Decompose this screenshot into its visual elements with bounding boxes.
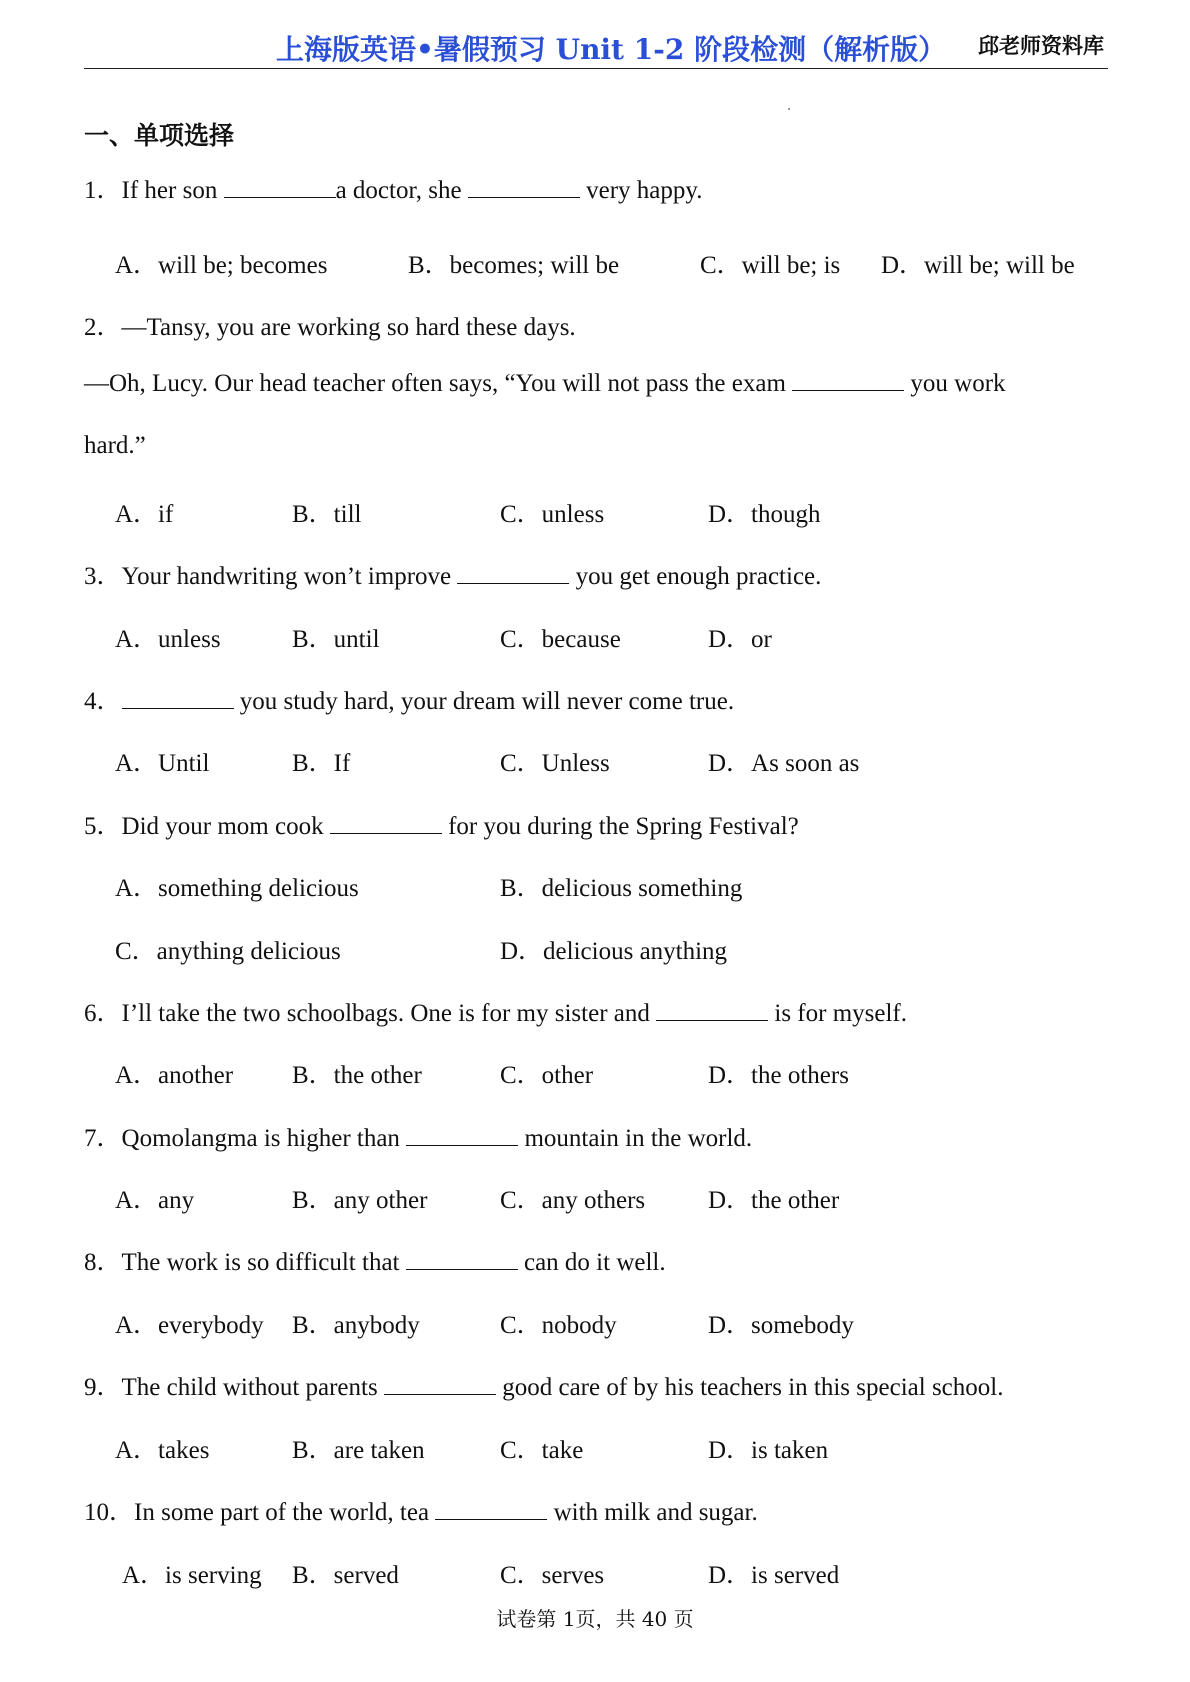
option-b: B．until bbox=[292, 626, 380, 653]
option-c: C．Unless bbox=[500, 750, 610, 777]
option-c: C．take bbox=[500, 1437, 584, 1464]
option-c: C．serves bbox=[500, 1562, 605, 1589]
option-b: B．the other bbox=[292, 1062, 422, 1089]
question-text: you get enough practice. bbox=[569, 563, 822, 590]
question-8 bbox=[84, 1242, 666, 1278]
question-text: —Oh, Lucy. Our head teacher often says, “You will not pass the exam bbox=[84, 370, 793, 397]
option-a: A．everybody bbox=[115, 1312, 264, 1339]
option-b: B．anybody bbox=[292, 1312, 420, 1339]
page-footer: 试卷第 1页，共 40 页 bbox=[496, 1607, 694, 1631]
question-text: Qomolangma is higher than bbox=[121, 1125, 407, 1152]
question-text: is for myself. bbox=[768, 1000, 907, 1027]
answer-blank bbox=[122, 688, 234, 709]
question-number: 2． bbox=[84, 314, 122, 341]
answer-blank bbox=[224, 177, 336, 198]
question-1 bbox=[84, 170, 703, 206]
question-number: 9． bbox=[84, 1374, 122, 1401]
question-9 bbox=[84, 1367, 1003, 1403]
option-c: C．nobody bbox=[500, 1312, 617, 1339]
option-c: C．other bbox=[500, 1062, 594, 1089]
question-7 bbox=[84, 1118, 752, 1154]
question-2-line-3 bbox=[84, 432, 146, 460]
question-number: 8． bbox=[84, 1249, 122, 1276]
option-d: D．the other bbox=[708, 1187, 840, 1214]
option-a: A．Until bbox=[115, 750, 210, 777]
option-a: A．is serving bbox=[122, 1562, 262, 1589]
answer-blank bbox=[468, 177, 580, 198]
question-text: you work bbox=[904, 370, 1006, 397]
option-b: B．till bbox=[292, 501, 362, 528]
question-number: 1． bbox=[84, 177, 122, 204]
page-header bbox=[84, 24, 1108, 69]
question-text: —Tansy, you are working so hard these days. bbox=[121, 314, 576, 341]
option-d: D．though bbox=[708, 501, 821, 528]
option-d: D．is taken bbox=[708, 1437, 829, 1464]
question-6 bbox=[84, 993, 907, 1029]
question-2 bbox=[84, 307, 576, 343]
question-text: The work is so difficult that bbox=[121, 1249, 406, 1276]
option-b: B．becomes; will be bbox=[408, 252, 620, 279]
option-b: B．served bbox=[292, 1562, 399, 1589]
question-text: with milk and sugar. bbox=[547, 1499, 758, 1526]
question-number: 6． bbox=[84, 1000, 122, 1027]
answer-blank bbox=[406, 1249, 518, 1270]
option-c: C．because bbox=[500, 626, 621, 653]
question-text: In some part of the world, tea bbox=[134, 1499, 436, 1526]
question-number: 10． bbox=[84, 1499, 135, 1526]
question-text: for you during the Spring Festival? bbox=[441, 813, 799, 840]
question-text: mountain in the world. bbox=[518, 1125, 753, 1152]
option-d: D．the others bbox=[708, 1062, 849, 1089]
header-title: 上海版英语•暑假预习 Unit 1-2 阶段检测（解析版） bbox=[276, 33, 947, 66]
option-d: D．is served bbox=[708, 1562, 840, 1589]
answer-blank bbox=[330, 813, 442, 834]
option-d: D．will be; will be bbox=[881, 252, 1075, 279]
question-number: 7． bbox=[84, 1125, 122, 1152]
question-text: I’ll take the two schoolbags. One is for my sister and bbox=[121, 1000, 657, 1027]
option-c: C．any others bbox=[500, 1187, 646, 1214]
question-3 bbox=[84, 556, 821, 592]
option-b: B．delicious something bbox=[500, 875, 743, 902]
option-a: A．will be; becomes bbox=[115, 252, 328, 279]
question-text: very happy. bbox=[579, 177, 703, 204]
question-text: a doctor, she bbox=[335, 177, 468, 204]
option-a: A．unless bbox=[115, 626, 221, 653]
question-2-line-2 bbox=[84, 370, 1006, 398]
question-text: Did your mom cook bbox=[121, 813, 330, 840]
question-number: 5． bbox=[84, 813, 122, 840]
stray-dot bbox=[788, 108, 790, 110]
question-text: hard.” bbox=[84, 432, 146, 459]
question-text: If her son bbox=[121, 177, 224, 204]
answer-blank bbox=[435, 1499, 547, 1520]
option-c: C．unless bbox=[500, 501, 605, 528]
option-d: D．somebody bbox=[708, 1312, 854, 1339]
option-c: C．anything delicious bbox=[115, 938, 341, 965]
option-a: A．another bbox=[115, 1062, 234, 1089]
question-number: 4． bbox=[84, 688, 122, 715]
question-text: you study hard, your dream will never come true. bbox=[233, 688, 735, 715]
answer-blank bbox=[792, 370, 904, 391]
answer-blank bbox=[656, 1000, 768, 1021]
option-d: D．or bbox=[708, 626, 772, 653]
option-b: B．are taken bbox=[292, 1437, 425, 1464]
option-a: A．any bbox=[115, 1187, 195, 1214]
answer-blank bbox=[384, 1374, 496, 1395]
option-a: A．something delicious bbox=[115, 875, 359, 902]
question-text: good care of by his teachers in this special school. bbox=[495, 1374, 1004, 1401]
header-brand: 邱老师资料库 bbox=[978, 34, 1104, 58]
question-text: Your handwriting won’t improve bbox=[121, 563, 458, 590]
answer-blank bbox=[457, 563, 569, 584]
option-b: B．If bbox=[292, 750, 351, 777]
option-b: B．any other bbox=[292, 1187, 428, 1214]
question-10 bbox=[84, 1492, 758, 1528]
question-number: 3． bbox=[84, 563, 122, 590]
question-text: The child without parents bbox=[121, 1374, 384, 1401]
question-5 bbox=[84, 806, 799, 842]
option-d: D．delicious anything bbox=[500, 938, 728, 965]
option-d: D．As soon as bbox=[708, 750, 860, 777]
option-c: C．will be; is bbox=[700, 252, 841, 279]
section-title: 一、单项选择 bbox=[84, 121, 235, 150]
option-a: A．takes bbox=[115, 1437, 210, 1464]
question-4 bbox=[84, 681, 734, 717]
question-text: can do it well. bbox=[517, 1249, 666, 1276]
option-a: A．if bbox=[115, 501, 174, 528]
answer-blank bbox=[406, 1125, 518, 1146]
